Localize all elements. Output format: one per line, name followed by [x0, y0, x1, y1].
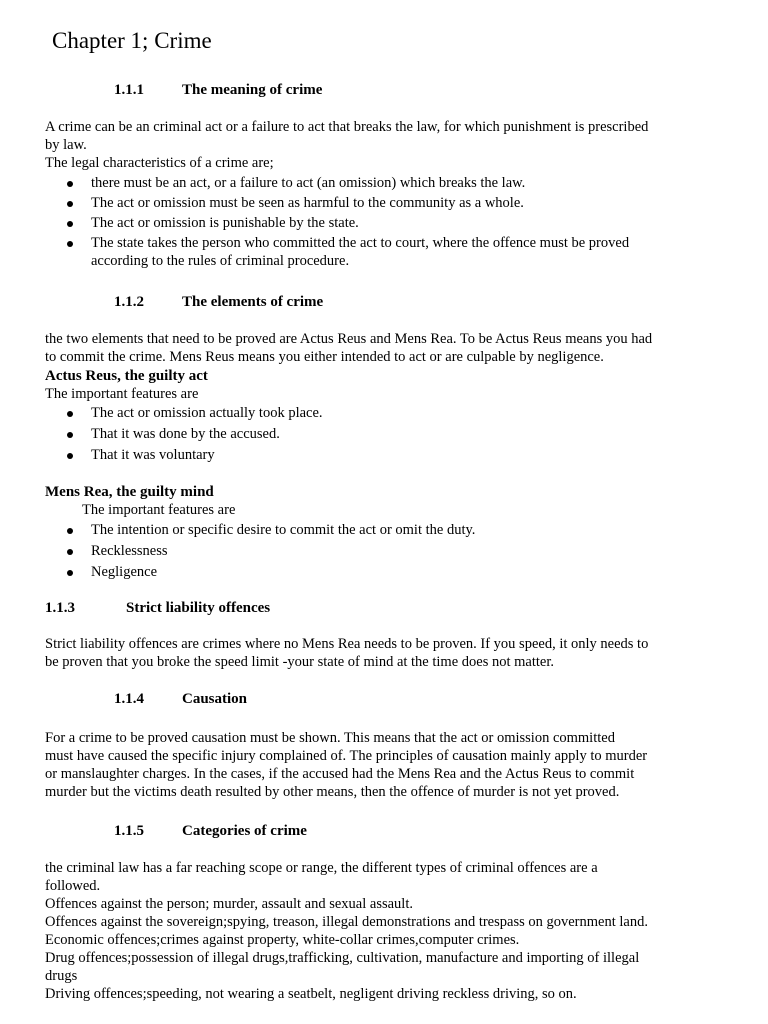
text-line: For a crime to be proved causation must be shown. This means that the act or omission committed — [45, 730, 615, 746]
text-line: to commit the crime. Mens Reus means you either intended to act or are culpable by negligence. — [45, 349, 604, 365]
strict-liability-paragraph — [45, 635, 768, 671]
section-number: 1.1.3 — [45, 600, 75, 616]
bullet-icon — [67, 221, 73, 227]
mens-rea-intro: The important features are — [82, 502, 236, 518]
bullet-icon — [67, 411, 73, 417]
actus-reus-heading: Actus Reus, the guilty act — [45, 368, 208, 384]
bullet-icon — [67, 570, 73, 576]
bullet-icon — [67, 549, 73, 555]
mens-rea-list — [45, 521, 765, 581]
bullet-icon — [67, 241, 73, 247]
text-line: by law. — [45, 137, 87, 153]
categories-paragraph — [45, 859, 768, 1003]
list-item: The act or omission must be seen as harmful to the community as a whole. — [45, 194, 765, 212]
bullet-icon — [67, 432, 73, 438]
characteristics-list — [45, 174, 765, 270]
bullet-icon — [67, 528, 73, 534]
list-item: The state takes the person who committed the act to court, where the offence must be proved according to the rules of criminal procedure. — [45, 234, 765, 270]
text-line: the two elements that need to be proved are Actus Reus and Mens Rea. To be Actus Reus means you had — [45, 331, 653, 347]
section-title: The meaning of crime — [182, 82, 323, 98]
section-number: 1.1.5 — [114, 823, 144, 839]
section-title: Strict liability offences — [126, 600, 271, 616]
text-line: must have caused the specific injury complained of. The principles of causation mainly apply to murder — [45, 748, 648, 764]
section-number: 1.1.2 — [114, 294, 144, 310]
text-line: A crime can be an criminal act or a failure to act that breaks the law, for which punishment is prescribed — [45, 119, 649, 135]
text-line: be proven that you broke the speed limit -your state of mind at the time does not matter. — [45, 654, 554, 670]
section-number: 1.1.4 — [114, 691, 144, 707]
text-line: Driving offences;speeding, not wearing a seatbelt, negligent driving reckless driving, so on. — [45, 986, 577, 1002]
bullet-icon — [67, 453, 73, 459]
actus-reus-list — [45, 404, 765, 464]
text-line: Offences against the sovereign;spying, treason, illegal demonstrations and trespass on government land. — [45, 914, 648, 930]
bullet-icon — [67, 181, 73, 187]
list-item: Negligence — [45, 563, 765, 581]
text-line: Drug offences;possession of illegal drugs,trafficking, cultivation, manufacture and importing of illegal — [45, 950, 640, 966]
list-item: That it was voluntary — [45, 446, 765, 464]
text-line: the criminal law has a far reaching scope or range, the different types of criminal offences are a — [45, 860, 598, 876]
elements-paragraph — [45, 330, 768, 366]
bullet-icon — [67, 201, 73, 207]
text-line: followed. — [45, 878, 101, 894]
text-line: drugs — [45, 968, 78, 984]
list-item: The intention or specific desire to commit the act or omit the duty. — [45, 521, 765, 539]
meaning-paragraph — [45, 118, 768, 172]
list-item: The act or omission actually took place. — [45, 404, 765, 422]
text-line: Offences against the person; murder, assault and sexual assault. — [45, 896, 413, 912]
text-line: Economic offences;crimes against property, white-collar crimes,computer crimes. — [45, 932, 520, 948]
list-item: That it was done by the accused. — [45, 425, 765, 443]
section-title: Categories of crime — [182, 823, 307, 839]
causation-paragraph — [45, 729, 768, 801]
text-line: Strict liability offences are crimes where no Mens Rea needs to be proven. If you speed, it only needs to — [45, 636, 649, 652]
text-line: or manslaughter charges. In the cases, if the accused had the Mens Rea and the Actus Reus to commit — [45, 766, 635, 782]
mens-rea-heading: Mens Rea, the guilty mind — [45, 484, 214, 500]
text-line: The legal characteristics of a crime are; — [45, 155, 274, 171]
list-item: The act or omission is punishable by the state. — [45, 214, 765, 232]
actus-reus-intro: The important features are — [45, 386, 199, 402]
chapter-title: Chapter 1; Crime — [52, 28, 212, 53]
section-title: Causation — [182, 691, 248, 707]
list-item: Recklessness — [45, 542, 765, 560]
section-number: 1.1.1 — [114, 82, 144, 98]
text-line: murder but the victims death resulted by other means, then the offence of murder is not yet proved. — [45, 784, 620, 800]
list-item: there must be an act, or a failure to act (an omission) which breaks the law. — [45, 174, 765, 192]
section-title: The elements of crime — [182, 294, 324, 310]
